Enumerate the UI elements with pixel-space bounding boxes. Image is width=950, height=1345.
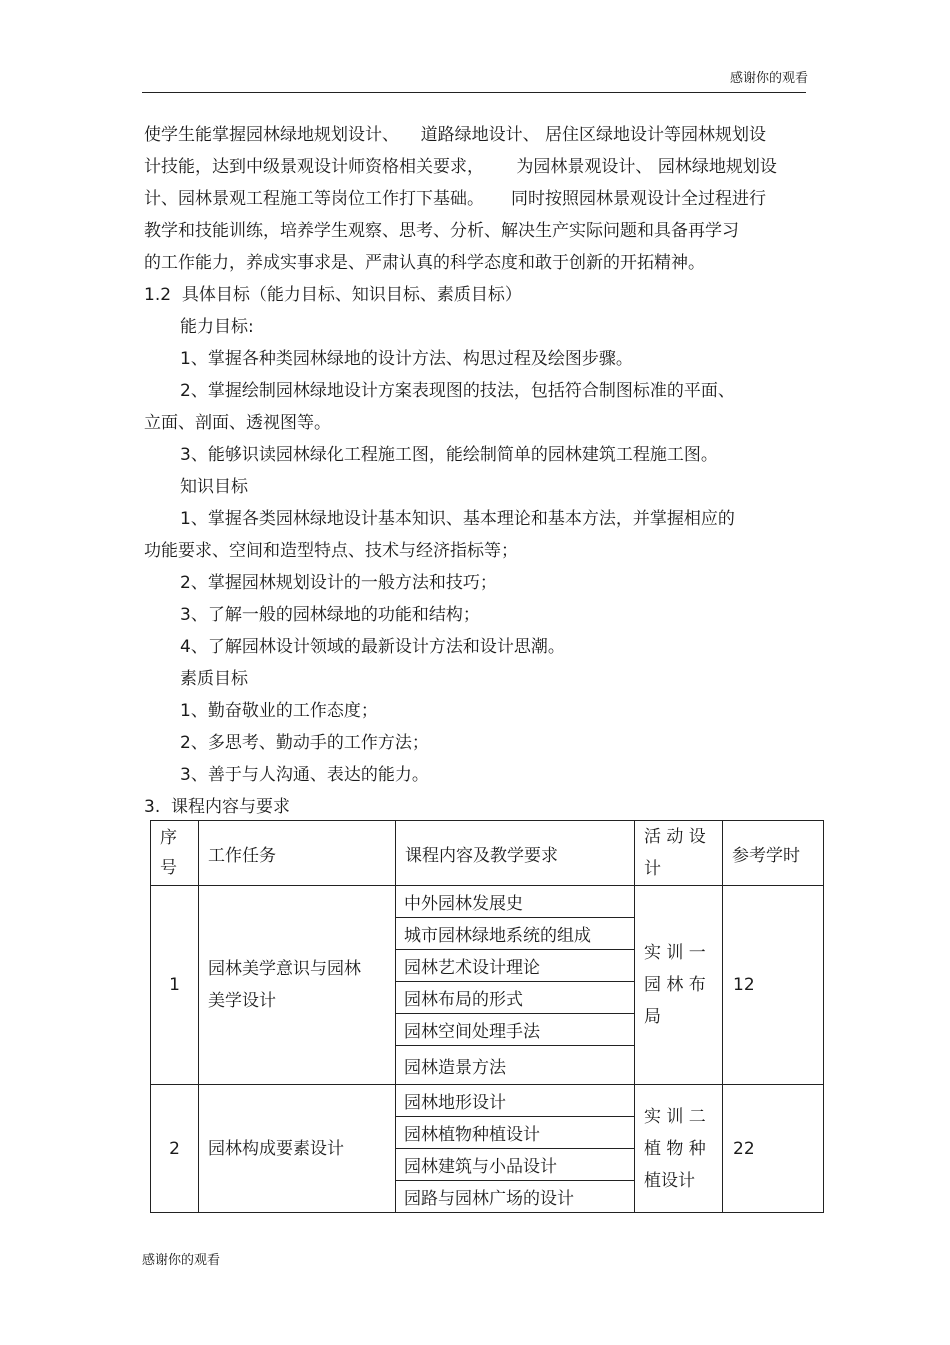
- header-hours: 参考学时: [723, 821, 824, 886]
- subheading: 素质目标: [180, 669, 248, 689]
- row-content-item: 中外园林发展史: [396, 886, 635, 918]
- row-hours: 12: [723, 886, 824, 1085]
- list-item: 3、善于与人沟通、表达的能力。: [180, 765, 429, 785]
- section-heading: 1.2 具体目标（能力目标、知识目标、素质目标）: [144, 285, 522, 305]
- table-row: [151, 1085, 824, 1117]
- row-content-item: 城市园林绿地系统的组成: [396, 918, 635, 950]
- paragraph-line: 教学和技能训练，培养学生观察、思考、分析、解决生产实际问题和具备再学习: [144, 221, 739, 241]
- row-content-item: 园林布局的形式: [396, 982, 635, 1014]
- header-task: 工作任务: [199, 821, 396, 886]
- header-activity: 活 动 设 计: [635, 821, 723, 886]
- row-activity: 实 训 一 园 林 布 局: [635, 886, 723, 1085]
- row-content-item: 园林空间处理手法: [396, 1014, 635, 1046]
- list-item: 1、掌握各种类园林绿地的设计方法、构思过程及绘图步骤。: [180, 349, 633, 369]
- table-header-row: [151, 821, 824, 886]
- header-content: 课程内容及教学要求: [396, 821, 635, 886]
- row-content-item: 园林造景方法: [396, 1046, 635, 1085]
- row-task: 园林构成要素设计: [199, 1085, 396, 1213]
- list-item-continuation: 功能要求、空间和造型特点、技术与经济指标等；: [144, 541, 518, 561]
- paragraph-line: 计、园林景观工程施工等岗位工作打下基础。 同时按照园林景观设计全过程进行: [144, 189, 767, 209]
- section-heading: 3. 课程内容与要求: [144, 797, 291, 817]
- paragraph-line: 的工作能力，养成实事求是、严肃认真的科学态度和敢于创新的开拓精神。: [144, 253, 705, 273]
- row-content-item: 园林地形设计: [396, 1085, 635, 1117]
- row-hours: 22: [723, 1085, 824, 1213]
- subheading: 知识目标: [180, 477, 248, 497]
- row-task: 园林美学意识与园林 美学设计: [199, 886, 396, 1085]
- footer-text: 感谢你的观看: [142, 1253, 221, 1268]
- row-seq: 2: [151, 1085, 199, 1213]
- header-divider: [142, 92, 806, 93]
- course-content-table: [150, 820, 824, 1213]
- list-item-continuation: 立面、剖面、透视图等。: [144, 413, 331, 433]
- row-content-item: 园林植物种植设计: [396, 1117, 635, 1149]
- list-item: 1、勤奋敬业的工作态度；: [180, 701, 378, 721]
- list-item: 3、了解一般的园林绿地的功能和结构；: [180, 605, 480, 625]
- paragraph-line: 使学生能掌握园林绿地规划设计、 道路绿地设计、 居住区绿地设计等园林规划设: [144, 125, 767, 145]
- row-activity: 实 训 二 植 物 种 植设计: [635, 1085, 723, 1213]
- row-content-item: 园路与园林广场的设计: [396, 1181, 635, 1213]
- row-content-item: 园林建筑与小品设计: [396, 1149, 635, 1181]
- row-seq: 1: [151, 886, 199, 1085]
- paragraph-line: 计技能，达到中级景观设计师资格相关要求， 为园林景观设计、 园林绿地规划设: [144, 157, 777, 177]
- subheading: 能力目标:: [180, 317, 254, 337]
- list-item: 2、多思考、勤动手的工作方法；: [180, 733, 429, 753]
- header-seq: 序 号: [151, 821, 199, 886]
- row-content-item: 园林艺术设计理论: [396, 950, 635, 982]
- header-text: 感谢你的观看: [729, 71, 808, 86]
- list-item: 3、能够识读园林绿化工程施工图，能绘制简单的园林建筑工程施工图。: [180, 445, 718, 465]
- list-item: 4、了解园林设计领域的最新设计方法和设计思潮。: [180, 637, 565, 657]
- list-item: 1、掌握各类园林绿地设计基本知识、基本理论和基本方法，并掌握相应的: [180, 509, 735, 529]
- list-item: 2、掌握绘制园林绿地设计方案表现图的技法，包括符合制图标准的平面、: [180, 381, 735, 401]
- list-item: 2、掌握园林规划设计的一般方法和技巧；: [180, 573, 497, 593]
- table-row: [151, 886, 824, 918]
